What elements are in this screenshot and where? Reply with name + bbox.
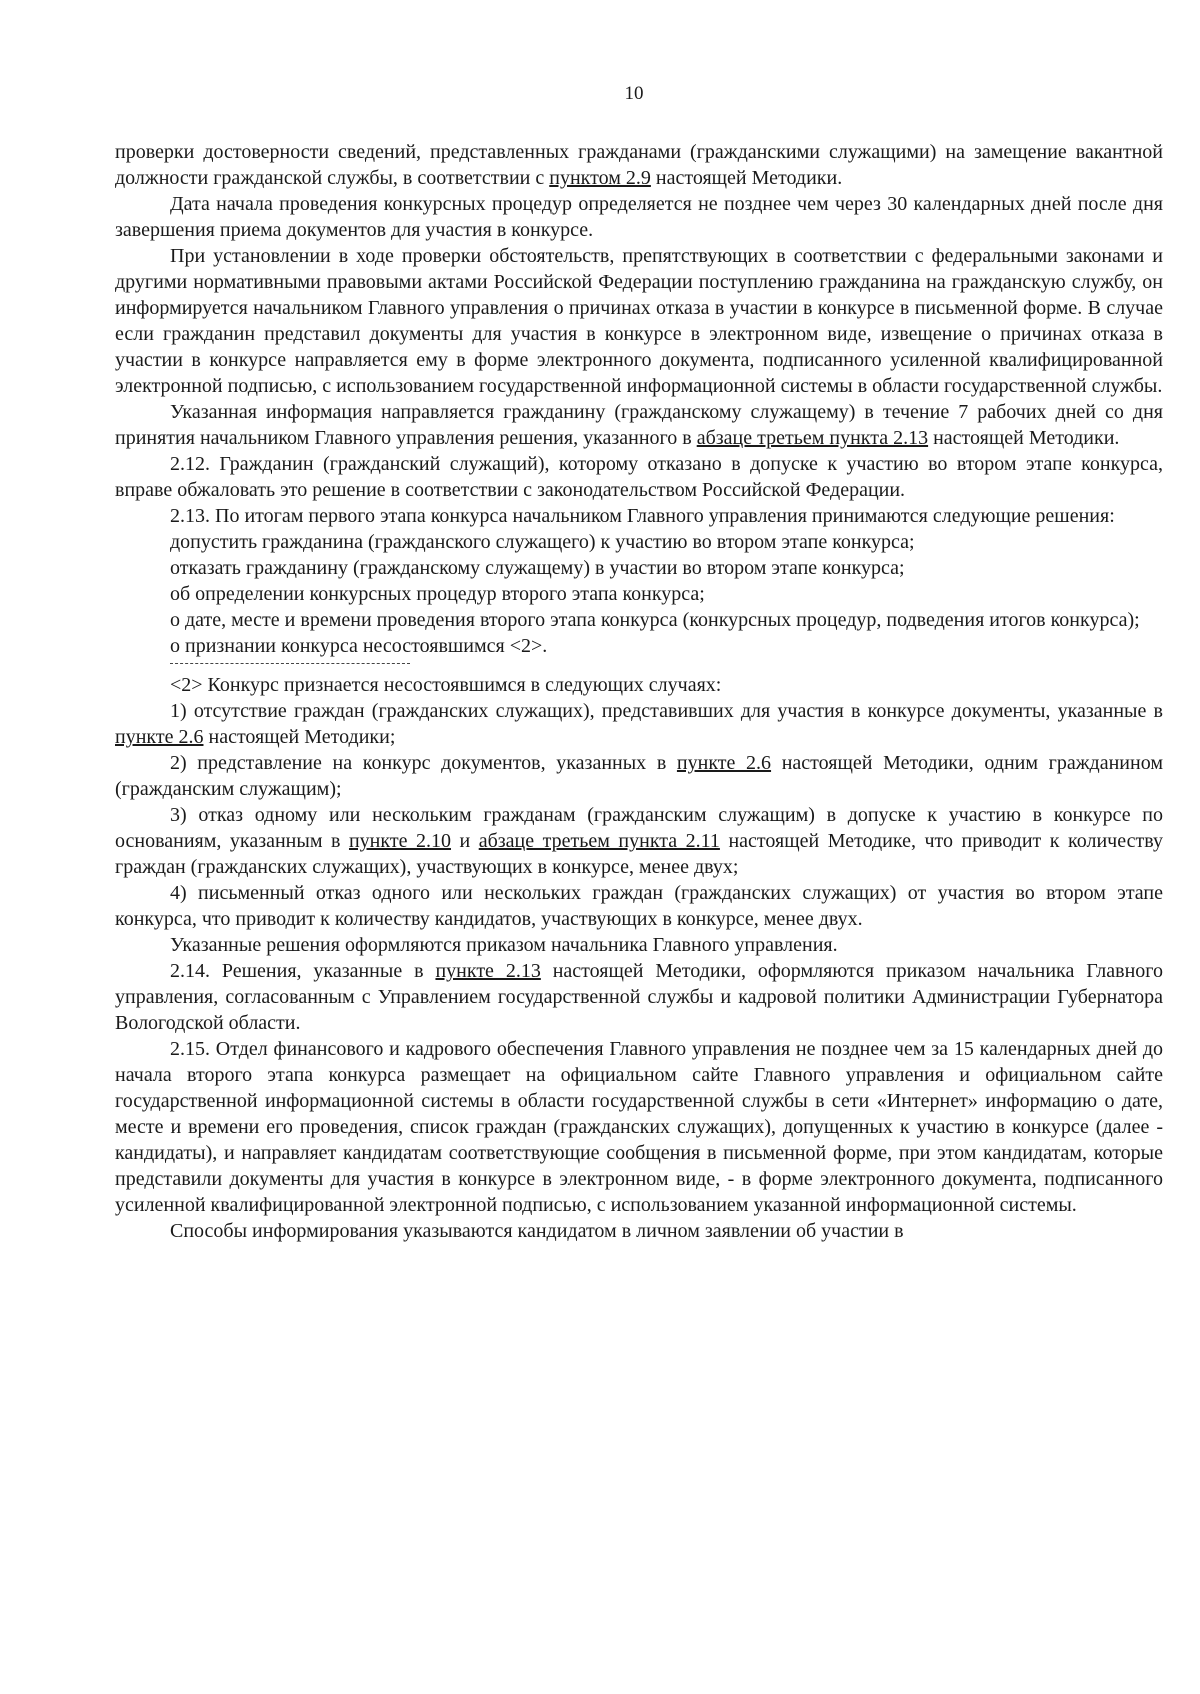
paragraph [115,139,1163,191]
paragraph-text: 1) отсутствие граждан (гражданских служащих), представивших для участия в конкурсе документы, указанные в [170,700,1163,722]
paragraph-text: настоящей Методики, оформляются приказом начальника Главного управления, согласованным с Управлением государственной службы и кадровой политики Администрации Губернатора Вологодской области. [115,960,1163,1034]
cross-reference-link[interactable]: пунктом 2.9 [549,167,651,189]
paragraph-text: 2.14. Решения, указанные в [170,960,436,982]
paragraph-text: 2.13. По итогам первого этапа конкурса начальником Главного управления принимаются следующие решения: [170,505,1115,527]
paragraph-text: об определении конкурсных процедур второго этапа конкурса; [170,583,705,605]
cross-reference-link[interactable]: пункте 2.6 [115,726,204,748]
paragraph-text: проверки достоверности сведений, представленных гражданами (гражданскими служащими) на замещение вакантной должности гражданской службы, в соответствии с [115,141,1163,189]
cross-reference-link[interactable]: пункте 2.13 [435,960,541,982]
paragraph-text: отказать гражданину (гражданскому служащему) в участии во втором этапе конкурса; [170,557,905,579]
paragraph [115,1036,1163,1218]
paragraph [115,698,1163,750]
document-body [115,139,1163,1244]
paragraph [115,750,1163,802]
footnote-separator [170,663,410,664]
cross-reference-link[interactable]: пункте 2.6 [676,752,772,774]
paragraph-text: настоящей Методики. [650,167,843,189]
paragraph [115,932,1163,958]
paragraph [115,191,1163,243]
paragraph [115,555,1163,581]
paragraph-text: Указанные решения оформляются приказом начальника Главного управления. [170,934,838,956]
paragraph-text: настоящей Методики; [203,726,396,748]
cross-reference-link[interactable]: абзаце третьем пункта 2.11 [478,830,720,852]
paragraph-text: настоящей Методике, что приводит к количеству граждан (гражданских служащих), участвующих в конкурсе, менее двух; [115,830,1163,878]
paragraph [115,958,1163,1036]
page-number: 10 [624,83,644,104]
paragraph [115,451,1163,503]
paragraph [115,503,1163,529]
paragraph-text: Указанная информация направляется гражданину (гражданскому служащему) в течение 7 рабочих дней со дня принятия начальником Главного управления решения, указанного в [115,401,1163,449]
paragraph-text: о дате, месте и времени проведения второго этапа конкурса (конкурсных процедур, подведения итогов конкурса); [170,609,1140,631]
paragraph [115,581,1163,607]
paragraph [115,1218,1163,1244]
paragraph-text: <2> Конкурс признается несостоявшимся в следующих случаях: [170,674,722,696]
paragraph [115,802,1163,880]
paragraph [115,672,1163,698]
paragraph [115,243,1163,399]
paragraph [115,399,1163,451]
cross-reference-link[interactable]: пункте 2.10 [348,830,451,852]
paragraph [115,529,1163,555]
paragraph-text: настоящей Методики, одним гражданином (гражданским служащим); [115,752,1163,800]
paragraph-text: Дата начала проведения конкурсных процедур определяется не позднее чем через 30 календарных дней после дня завершения приема документов для участия в конкурсе. [115,193,1163,241]
paragraph-text: 4) письменный отказ одного или нескольких граждан (гражданских служащих) от участия во втором этапе конкурса, что приводит к количеству кандидатов, участвующих в конкурсе, менее двух. [115,882,1163,930]
paragraph-text: о признании конкурса несостоявшимся <2>. [170,635,548,657]
paragraph-text: и [450,830,479,852]
paragraph-text: 2.15. Отдел финансового и кадрового обеспечения Главного управления не позднее чем за 15 календарных дней до начала второго этапа конкурса размещает на официальном сайте Главного управления и официальном сайте государственной информационной системы в области государственной службы в сети «Интернет» информацию о дате, месте и времени его проведения, список граждан (гражданских служащих), допущенных к участию в конкурсе (далее - кандидаты), и направляет кандидатам соответствующие сообщения в письменной форме, при этом кандидатам, которые представили документы для участия в конкурсе в электронном виде, - в форме электронного документа, подписанного усиленной квалифицированной электронной подписью, с использованием указанной информационной системы. [115,1038,1163,1216]
paragraph-text: При установлении в ходе проверки обстоятельств, препятствующих в соответствии с федеральными законами и другими нормативными правовыми актами Российской Федерации поступлению гражданина на гражданскую службу, он информируется начальником Главного управления о причинах отказа в участии в конкурсе в письменной форме. В случае если гражданин представил документы для участия в конкурсе в электронном виде, извещение о причинах отказа в участии в конкурсе направляется ему в форме электронного документа, подписанного усиленной квалифицированной электронной подписью, с использованием государственной информационной системы в области государственной службы. [115,245,1163,397]
paragraph [115,607,1163,633]
paragraph-text: Способы информирования указываются кандидатом в личном заявлении об участии в [170,1220,904,1242]
paragraph-text: 2) представление на конкурс документов, указанных в [170,752,677,774]
paragraph-text: 3) отказ одному или нескольким гражданам (гражданским служащим) в допуске к участию в конкурсе по основаниям, указанным в [115,804,1163,852]
paragraph-text: настоящей Методики. [928,427,1120,449]
paragraph [115,633,1163,659]
paragraph-text: 2.12. Гражданин (гражданский служащий), которому отказано в допуске к участию во втором этапе конкурса, вправе обжаловать это решение в соответствии с законодательством Российской Федерации. [115,453,1163,501]
paragraph-text: допустить гражданина (гражданского служащего) к участию во втором этапе конкурса; [170,531,915,553]
paragraph [115,880,1163,932]
cross-reference-link[interactable]: абзаце третьем пункта 2.13 [696,427,929,449]
